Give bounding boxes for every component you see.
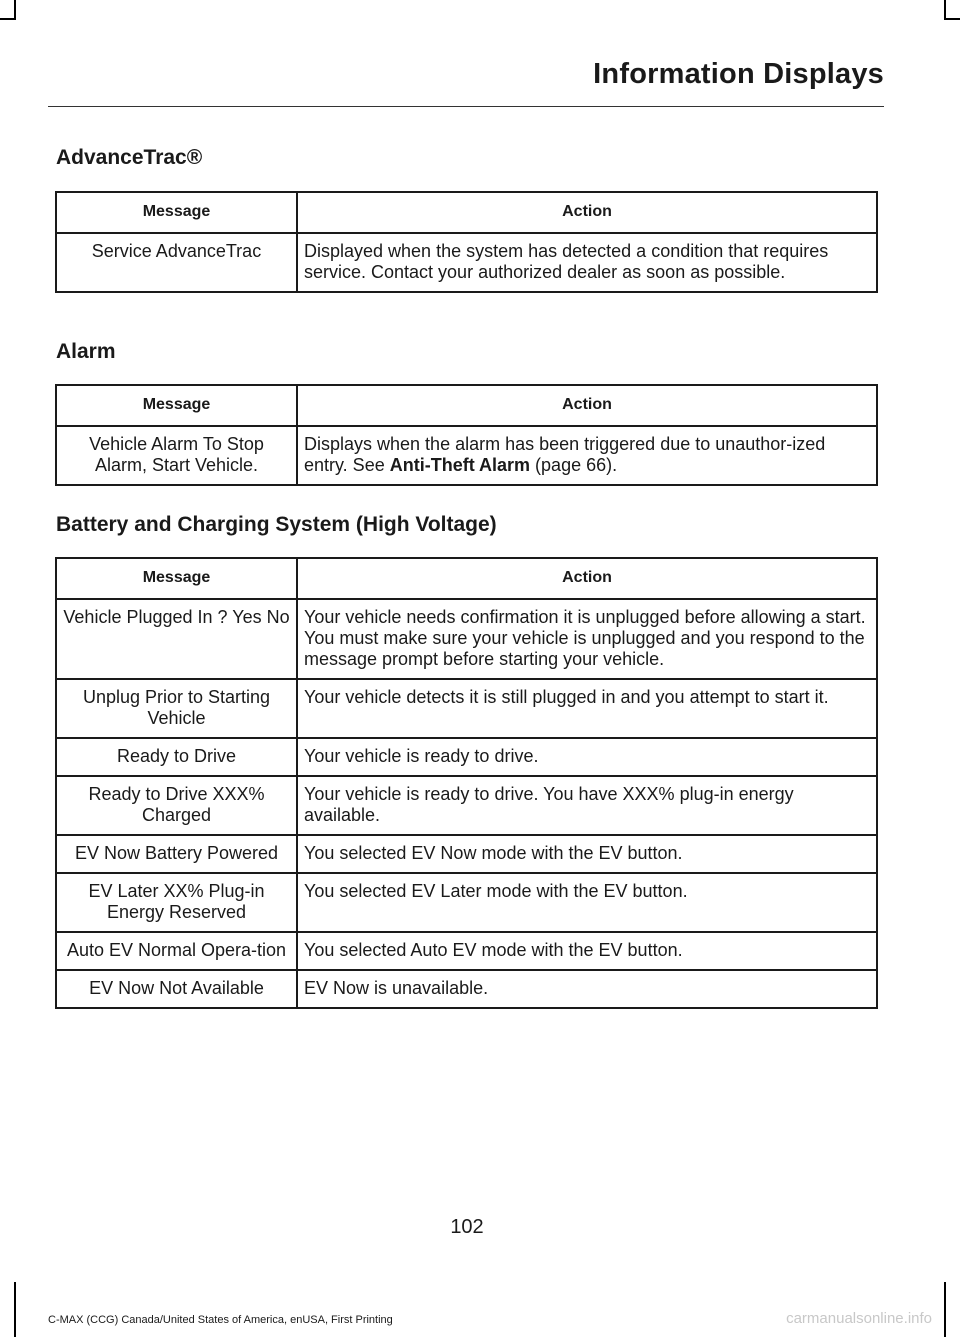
alarm-table: [55, 384, 878, 486]
crop-mark: [14, 0, 16, 20]
advancetrac-table: [55, 191, 878, 293]
footer-text: C-MAX (CCG) Canada/United States of America, enUSA, First Printing: [48, 1314, 393, 1326]
table-row: [56, 970, 877, 1008]
action-cell: You selected Auto EV mode with the EV button.: [297, 932, 877, 970]
action-cell: Your vehicle needs confirmation it is unplugged before allowing a start. You must make sure your vehicle is unplugged and you respond to the message prompt before starting your vehicle.: [297, 599, 877, 679]
section-title-alarm: Alarm: [56, 340, 116, 363]
table-header-row: [56, 192, 877, 233]
crop-mark: [944, 1282, 946, 1337]
action-text: Displays when the alarm has been triggered due to unauthor-ized entry. See: [304, 434, 826, 475]
column-header-action: Action: [297, 192, 877, 233]
section-title-battery: Battery and Charging System (High Voltage): [56, 513, 497, 536]
action-cell: You selected EV Now mode with the EV button.: [297, 835, 877, 873]
table-row: [56, 738, 877, 776]
battery-table: [55, 557, 878, 1009]
page-reference: (page 66).: [530, 455, 618, 475]
table-header-row: [56, 558, 877, 599]
table-row: [56, 599, 877, 679]
table-row: [56, 776, 877, 835]
crop-mark: [14, 1282, 16, 1337]
table-row: [56, 679, 877, 738]
table-row: [56, 873, 877, 932]
message-cell: Ready to Drive XXX% Charged: [56, 776, 297, 835]
table-row: [56, 835, 877, 873]
crop-mark: [944, 0, 946, 20]
table-row: [56, 932, 877, 970]
message-cell: Auto EV Normal Opera-tion: [56, 932, 297, 970]
action-cell: You selected EV Later mode with the EV button.: [297, 873, 877, 932]
page-number: 102: [450, 1216, 484, 1238]
column-header-message: Message: [56, 192, 297, 233]
table-row: [56, 233, 877, 292]
table-header-row: [56, 385, 877, 426]
header-rule: [48, 106, 884, 107]
column-header-action: Action: [297, 385, 877, 426]
message-cell: Ready to Drive: [56, 738, 297, 776]
message-cell: Unplug Prior to Starting Vehicle: [56, 679, 297, 738]
section-title-advancetrac: AdvanceTrac®: [56, 146, 203, 169]
page-header-title: Information Displays: [593, 58, 884, 90]
message-cell: EV Later XX% Plug-in Energy Reserved: [56, 873, 297, 932]
action-cell: Displayed when the system has detected a condition that requires service. Contact your authorized dealer as soon as possible.: [297, 233, 877, 292]
message-cell: Vehicle Alarm To Stop Alarm, Start Vehicle.: [56, 426, 297, 485]
action-cell: EV Now is unavailable.: [297, 970, 877, 1008]
column-header-message: Message: [56, 558, 297, 599]
message-cell: Service AdvanceTrac: [56, 233, 297, 292]
table-row: [56, 426, 877, 485]
action-cell: Your vehicle is ready to drive.: [297, 738, 877, 776]
anti-theft-alarm-link[interactable]: Anti-Theft Alarm: [389, 455, 531, 475]
action-cell: [297, 426, 877, 485]
action-cell: Your vehicle is ready to drive. You have XXX% plug-in energy available.: [297, 776, 877, 835]
action-cell: Your vehicle detects it is still plugged in and you attempt to start it.: [297, 679, 877, 738]
watermark: carmanualsonline.info: [786, 1310, 932, 1327]
message-cell: EV Now Battery Powered: [56, 835, 297, 873]
column-header-message: Message: [56, 385, 297, 426]
crop-mark: [944, 18, 960, 20]
message-cell: Vehicle Plugged In ? Yes No: [56, 599, 297, 679]
message-cell: EV Now Not Available: [56, 970, 297, 1008]
column-header-action: Action: [297, 558, 877, 599]
crop-mark: [0, 18, 16, 20]
